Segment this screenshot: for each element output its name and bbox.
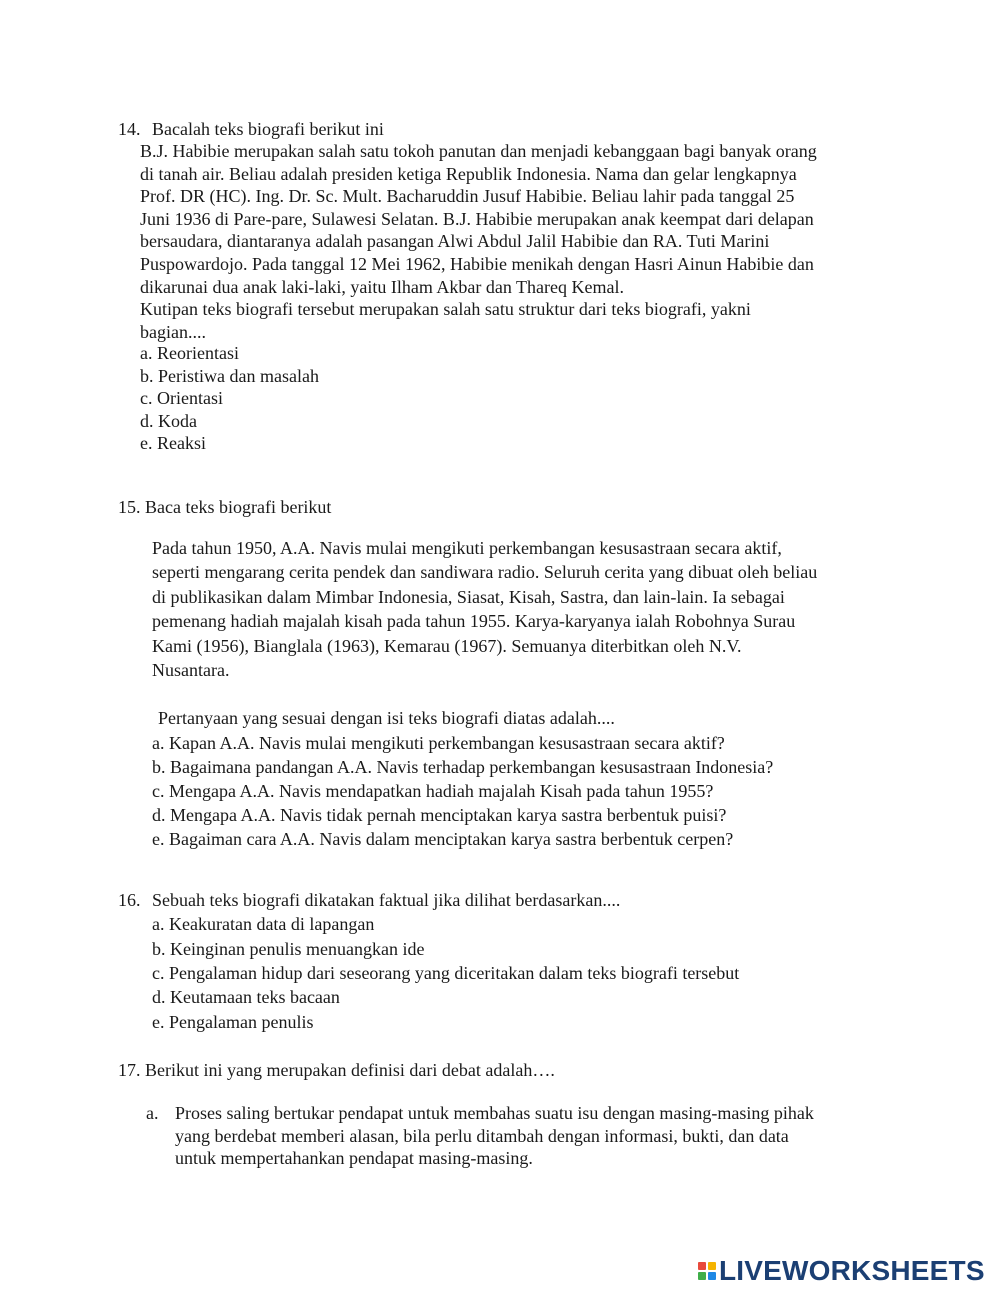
q14-option-b[interactable]: b. Peristiwa dan masalah (140, 366, 319, 386)
q16-number: 16. (118, 890, 141, 910)
q14-option-a[interactable]: a. Reorientasi (140, 343, 239, 363)
q16-option-b[interactable]: b. Keinginan penulis menuangkan ide (152, 939, 425, 959)
q15-option-b[interactable]: b. Bagaimana pandangan A.A. Navis terhadap perkembangan kesusastraan Indonesia? (152, 757, 774, 777)
q16-option-c[interactable]: c. Pengalaman hidup dari seseorang yang diceritakan dalam teks biografi tersebut (152, 963, 740, 983)
q16-option-a[interactable]: a. Keakuratan data di lapangan (152, 914, 375, 934)
q15-option-d[interactable]: d. Mengapa A.A. Navis tidak pernah menciptakan karya sastra berbentuk puisi? (152, 805, 727, 825)
logo-block (708, 1262, 716, 1270)
q16-option-e[interactable]: e. Pengalaman penulis (152, 1012, 314, 1032)
q15-option-e[interactable]: e. Bagaiman cara A.A. Navis dalam menciptakan karya sastra berbentuk cerpen? (152, 829, 734, 849)
q16-option-d[interactable]: d. Keutamaan teks bacaan (152, 987, 340, 1007)
liveworksheets-logo (698, 1256, 985, 1286)
q14-passage: B.J. Habibie merupakan salah satu tokoh panutan dan menjadi kebanggaan bagi banyak orang di tanah air. Beliau adalah presiden ketiga Republik Indonesia. Nama dan gelar lengkapnya Prof. DR (HC). Ing. Dr. Sc. Mult. Bacharuddin Jusuf Habibie. Beliau lahir pada tanggal 25 Juni 1936 di Pare-pare, Sulawesi Selatan. B.J. Habibie merupakan anak keempat dari delapan bersaudara, diantaranya adalah pasangan Alwi Abdul Jalil Habibie dan RA. Tuti Marini Puspowardojo. Pada tanggal 12 Mei 1962, Habibie menikah dengan Hasri Ainun Habibie dan dikarunai dua anak laki-laki, yaitu Ilham Akbar dan Thareq Kemal. Kutipan teks biografi tersebut merupakan salah satu struktur dari teks biografi, yakni bagian.... (140, 141, 817, 342)
q14-number: 14. (118, 119, 141, 139)
logo-block (698, 1262, 706, 1270)
q14-option-c[interactable]: c. Orientasi (140, 388, 223, 408)
q16-prompt: Sebuah teks biografi dikatakan faktual jika dilihat berdasarkan.... (152, 890, 621, 910)
q14-option-d[interactable]: d. Koda (140, 411, 197, 431)
q15-option-c[interactable]: c. Mengapa A.A. Navis mendapatkan hadiah majalah Kisah pada tahun 1955? (152, 781, 714, 801)
q14-prompt: Bacalah teks biografi berikut ini (152, 119, 384, 139)
q17-option-a-text[interactable]: Proses saling bertukar pendapat untuk membahas suatu isu dengan masing-masing pihak yang berdebat memberi alasan, bila perlu ditambah dengan informasi, bukti, dan data untuk mempertahankan pendapat masing-masing. (175, 1103, 814, 1168)
q14-option-e[interactable]: e. Reaksi (140, 433, 206, 453)
logo-block (698, 1272, 706, 1280)
q15-heading: 15. Baca teks biografi berikut (118, 497, 332, 517)
q15-passage: Pada tahun 1950, A.A. Navis mulai mengikuti perkembangan kesusastraan secara aktif, seperti mengarang cerita pendek dan sandiwara radio. Seluruh cerita yang dibuat oleh beliau di publikasikan dalam Mimbar Indonesia, Siasat, Kisah, Sastra, dan lain-lain. Ia sebagai pemenang hadiah majalah kisah pada tahun 1955. Karya-karyanya ialah Robohnya Surau Kami (1956), Bianglala (1963), Kemarau (1967). Semuanya diterbitkan oleh N.V. Nusantara. (152, 538, 818, 681)
logo-blocks-icon (698, 1262, 716, 1280)
q17-heading: 17. Berikut ini yang merupakan definisi dari debat adalah…. (118, 1060, 555, 1080)
q15-option-a[interactable]: a. Kapan A.A. Navis mulai mengikuti perkembangan kesusastraan secara aktif? (152, 733, 725, 753)
logo-text: LIVEWORKSHEETS (719, 1255, 985, 1286)
q15-question: Pertanyaan yang sesuai dengan isi teks biografi diatas adalah.... (158, 708, 615, 728)
logo-block (708, 1272, 716, 1280)
q17-option-a-letter[interactable]: a. (146, 1103, 159, 1123)
